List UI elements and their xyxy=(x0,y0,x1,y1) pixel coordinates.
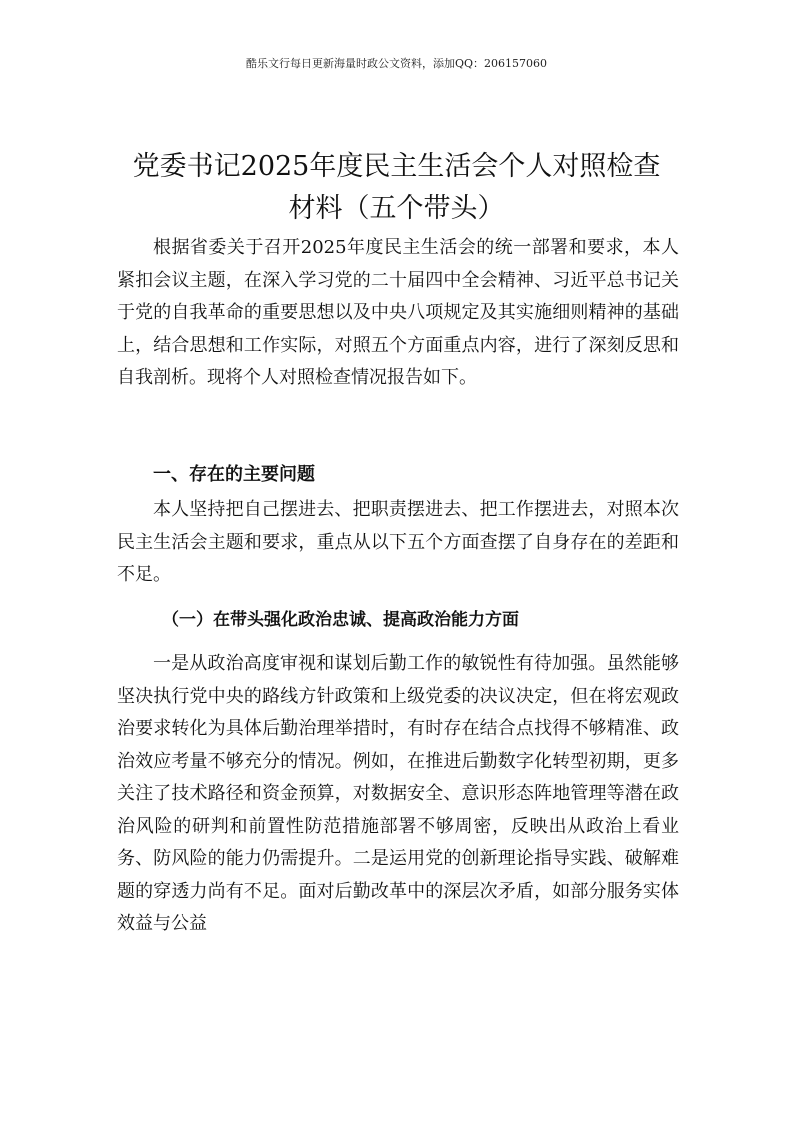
intro-paragraph: 根据省委关于召开2025年度民主生活会的统一部署和要求，本人紧扣会议主题，在深入学习党的二十届四中全会精神、习近平总书记关于党的自我革命的重要思想以及中央八项规定及其实施细则精神的基础上，结合思想和工作实际，对照五个方面重点内容，进行了深刻反思和自我剖析。现将个人对照检查情况报告如下。 xyxy=(117,237,679,388)
title-line-1: 党委书记2025年度民主生活会个人对照检查 xyxy=(132,151,661,182)
subsection-heading: （一）在带头强化政治忠诚、提高政治能力方面 xyxy=(162,610,519,630)
title-line-2: 材料（五个带头） xyxy=(288,193,505,224)
header-note: 酷乐文行每日更新海量时政公文资料，添加QQ：206157060 xyxy=(245,57,548,70)
subsection-paragraph: 一是从政治高度审视和谋划后勤工作的敏锐性有待加强。虽然能够坚决执行党中央的路线方针政策和上级党委的决议决定，但在将宏观政治要求转化为具体后勤治理举措时，有时存在结合点找得不够精准、政治效应考量不够充分的情况。例如，在推进后勤数字化转型初期，更多关注了技术路径和资金预算，对数据安全、意识形态阵地管理等潜在政治风险的研判和前置性防范措施部署不够周密，反映出从政治上看业务、防风险的能力仍需提升。二是运用党的创新理论指导实践、破解难题的穿透力尚有不足。面对后勤改革中的深层次矛盾，如部分服务实体效益与公益 xyxy=(117,653,679,934)
section-paragraph: 本人坚持把自己摆进去、把职责摆进去、把工作摆进去，对照本次民主生活会主题和要求，重点从以下五个方面查摆了自身存在的差距和不足。 xyxy=(117,499,679,585)
section-heading: 一、存在的主要问题 xyxy=(153,464,315,485)
document-title xyxy=(100,146,693,230)
